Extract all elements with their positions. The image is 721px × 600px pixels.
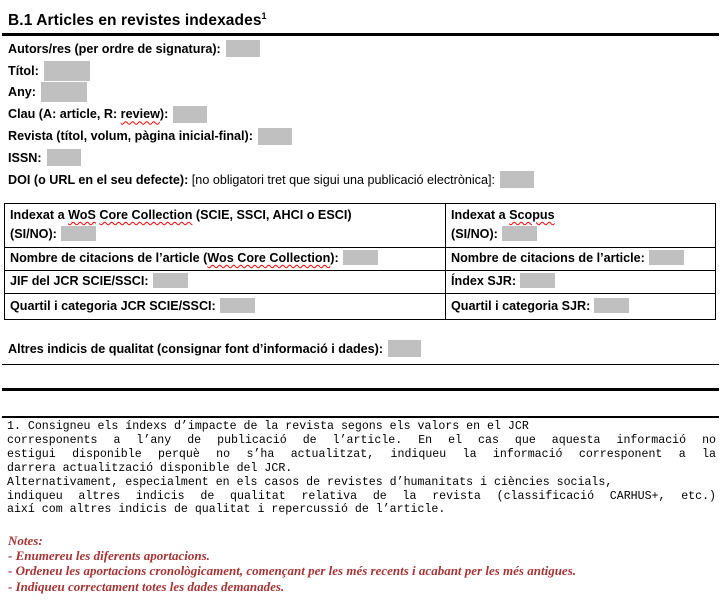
- form-field-row: [8, 38, 715, 60]
- footnote-line: així com altres indicis de qualitat i repercussió de l’article.: [7, 503, 446, 517]
- input-placeholder-box[interactable]: [61, 226, 96, 241]
- input-placeholder-box[interactable]: [388, 340, 421, 357]
- spellcheck-underline: review: [120, 107, 160, 122]
- footnote-separator-rule: [2, 416, 719, 418]
- footnote-line: darrera actualització disponible del JCR.: [7, 461, 293, 475]
- table-cell-line: Nombre de citacions de l’article (Wos Core Collection):: [10, 249, 440, 268]
- form-field-row: [8, 60, 715, 82]
- footnote-block: [7, 420, 716, 517]
- table-cell-line: Índex SJR:: [451, 272, 710, 291]
- notes-block: [8, 533, 715, 594]
- form-field-row: [8, 103, 715, 125]
- note-item: - Ordeneu les aportacions cronològicament, començant per les més recents i acabant per les més antigues.: [8, 563, 577, 579]
- form-field-row: [8, 82, 715, 104]
- footnote-line: estigui disponible perquè no s’ha actualitzat, indiqueu la informació corresponent a la: [7, 447, 716, 461]
- altres-field: [8, 339, 715, 358]
- spellcheck-underline: Scopus: [509, 208, 555, 222]
- table-cell: [446, 204, 716, 248]
- field-label-note: [no obligatori tret que sigui una publicació electrònica]:: [188, 172, 495, 187]
- field-label: Revista (títol, volum, pàgina inicial-final):: [8, 129, 253, 144]
- footnote-line: 1. Consigneu els índexs d’impacte de la revista segons els valors en el JCR: [7, 420, 529, 433]
- table-cell-line: Quartil i categoria SJR:: [451, 297, 710, 316]
- table-row: [5, 248, 716, 271]
- table-cell: [446, 294, 716, 320]
- input-placeholder-box[interactable]: [226, 40, 260, 57]
- table-cell: [446, 248, 716, 271]
- table-row: [5, 204, 716, 248]
- field-label: Clau (A: article, R: review):: [8, 107, 169, 122]
- table-cell: [5, 248, 446, 271]
- input-placeholder-box[interactable]: [220, 298, 255, 313]
- table-row: [5, 294, 716, 320]
- notes-title: Notes:: [8, 533, 43, 548]
- input-placeholder-box[interactable]: [649, 250, 684, 265]
- input-placeholder-box[interactable]: [173, 106, 207, 123]
- table-cell: [5, 271, 446, 294]
- table-cell-line: Indexat a WoS Core Collection (SCIE, SSCI, AHCI o ESCI): [10, 208, 352, 222]
- footnote-line: Alternativament, especialment en els casos de revistes d’humanitats i ciències socials,: [7, 475, 613, 489]
- spellcheck-underline: Wos Core Collection: [207, 251, 331, 265]
- form-field-row: [8, 147, 715, 169]
- input-placeholder-box[interactable]: [594, 298, 629, 313]
- table-row: [5, 271, 716, 294]
- indexing-table: [4, 203, 716, 320]
- input-placeholder-box[interactable]: [500, 171, 534, 188]
- note-item: - Indiqueu correctament totes les dades demanades.: [8, 578, 285, 594]
- table-cell-line: (SI/NO):: [10, 225, 440, 244]
- form-field-row: [8, 169, 715, 191]
- indexing-table-wrap: [4, 203, 716, 320]
- section-title-text: B.1 Articles en revistes indexades: [8, 12, 262, 30]
- field-label: Any:: [8, 85, 36, 100]
- table-cell-line: Indexat a Scopus: [451, 208, 555, 222]
- horizontal-rule-mid: [2, 388, 719, 391]
- input-placeholder-box[interactable]: [41, 82, 87, 102]
- field-label: Altres indicis de qualitat (consignar font d’informació i dades):: [8, 341, 384, 356]
- input-placeholder-box[interactable]: [44, 61, 90, 81]
- note-item: - Enumereu les diferents aportacions.: [8, 548, 210, 564]
- footnote-line: indiqueu altres indicis de qualitat relativa de la revista (classificació CARHUS+, etc.): [7, 489, 716, 503]
- spellcheck-underline: WoS: [68, 208, 96, 222]
- input-placeholder-box[interactable]: [502, 226, 537, 241]
- input-placeholder-box[interactable]: [520, 273, 555, 288]
- table-cell: [5, 204, 446, 248]
- form-field-row: [8, 339, 715, 358]
- spellcheck-underline: Core Collection: [99, 208, 193, 222]
- notes-items: [8, 548, 715, 594]
- form-fields: [8, 38, 715, 191]
- table-cell: [5, 294, 446, 320]
- table-cell-line: Nombre de citacions de l’article:: [451, 249, 710, 268]
- footnote-line: corresponents a l’any de publicació de l’article. En el cas que aquesta informació no: [7, 433, 716, 447]
- field-label: Autors/res (per ordre de signatura):: [8, 41, 221, 56]
- form-field-row: [8, 125, 715, 147]
- input-placeholder-box[interactable]: [153, 273, 188, 288]
- horizontal-rule-thin: [2, 364, 719, 365]
- table-cell-line: JIF del JCR SCIE/SSCI:: [10, 272, 440, 291]
- field-label: ISSN:: [8, 150, 42, 165]
- field-label: Títol:: [8, 63, 39, 78]
- input-placeholder-box[interactable]: [258, 128, 292, 145]
- table-cell-line: (SI/NO):: [451, 225, 710, 244]
- input-placeholder-box[interactable]: [47, 149, 81, 166]
- footnote-reference: 1: [261, 11, 267, 21]
- table-cell: [446, 271, 716, 294]
- horizontal-rule-title: [2, 33, 719, 36]
- table-cell-line: Quartil i categoria JCR SCIE/SSCI:: [10, 297, 440, 316]
- section-title: [8, 11, 267, 30]
- field-label: DOI (o URL en el seu defecte):: [8, 172, 189, 187]
- input-placeholder-box[interactable]: [343, 250, 378, 265]
